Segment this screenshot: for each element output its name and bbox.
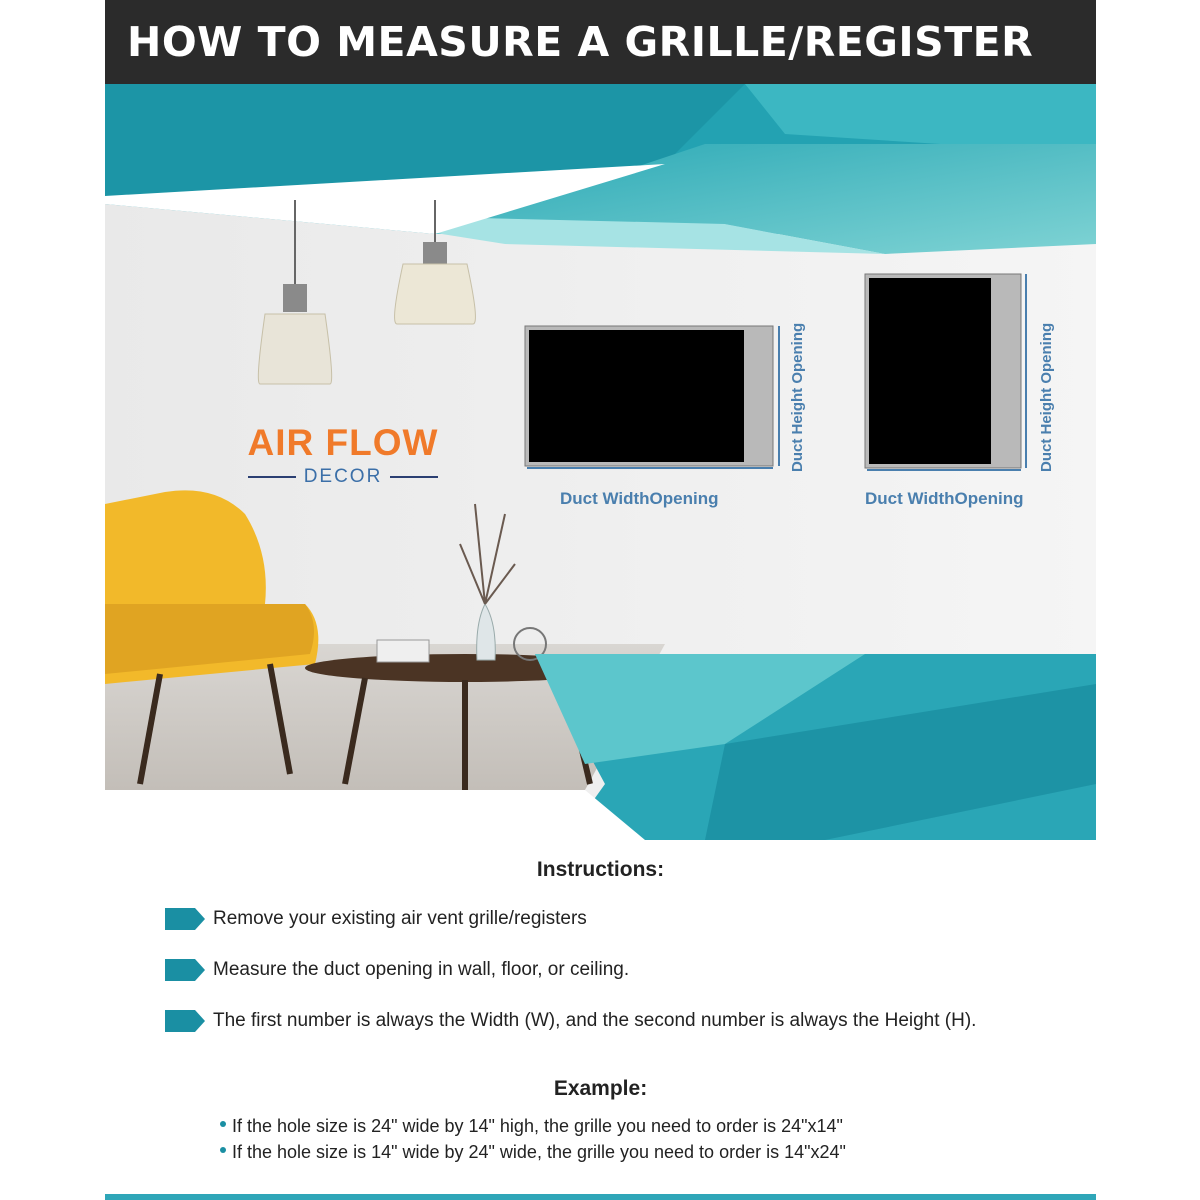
arrow-tag-icon <box>165 1010 205 1032</box>
bullet-icon <box>220 1147 226 1153</box>
brand-line-left <box>248 476 296 478</box>
instruction-text: The first number is always the Width (W), and the second number is always the Height (H). <box>213 1010 977 1031</box>
instruction-item <box>165 908 587 930</box>
brand-tagline: DECOR <box>303 466 383 487</box>
lamp-shade-2 <box>395 264 476 324</box>
duct-diagram-1-opening <box>529 330 744 462</box>
instructions-title: Instructions: <box>536 858 665 881</box>
bottom-band <box>105 1194 1096 1200</box>
hero-illustration <box>105 84 1096 840</box>
white-floor-strip <box>105 790 645 840</box>
duct-2-height-label: Duct Height Opening <box>1038 322 1055 472</box>
page-title: HOW TO MEASURE A GRILLE/REGISTER <box>127 18 1034 66</box>
duct-1-width-label: Duct WidthOpening <box>560 489 719 508</box>
lamp-shade-1 <box>258 314 331 384</box>
example-item <box>220 1116 843 1137</box>
bullet-icon <box>220 1121 226 1127</box>
lamp-cap-2 <box>423 242 447 264</box>
instruction-item <box>165 959 629 981</box>
duct-2-width-label: Duct WidthOpening <box>865 489 1024 508</box>
instruction-item <box>165 1010 976 1032</box>
brand-tagline-row <box>233 466 453 488</box>
example-item <box>220 1142 846 1163</box>
duct-1-height-label: Duct Height Opening <box>789 322 806 472</box>
brand-name: AIR FLOW <box>247 422 439 463</box>
header-bar <box>105 0 1096 84</box>
instructions-section <box>105 840 1096 1200</box>
instruction-text: Measure the duct opening in wall, floor, or ceiling. <box>213 959 630 980</box>
duct-diagram-2-opening <box>869 278 991 464</box>
example-title: Example: <box>553 1077 648 1100</box>
brand-logo <box>233 422 453 488</box>
example-text: If the hole size is 24" wide by 14" high, the grille you need to order is 24"x14" <box>232 1116 843 1136</box>
lamp-cap-1 <box>283 284 307 312</box>
arrow-tag-icon <box>165 959 205 981</box>
example-text: If the hole size is 14" wide by 24" wide, the grille you need to order is 14"x24" <box>232 1142 846 1162</box>
books <box>377 640 429 662</box>
arrow-tag-icon <box>165 908 205 930</box>
brand-line-right <box>390 476 438 478</box>
infographic-sheet <box>105 0 1096 1200</box>
instruction-text: Remove your existing air vent grille/registers <box>213 908 587 929</box>
